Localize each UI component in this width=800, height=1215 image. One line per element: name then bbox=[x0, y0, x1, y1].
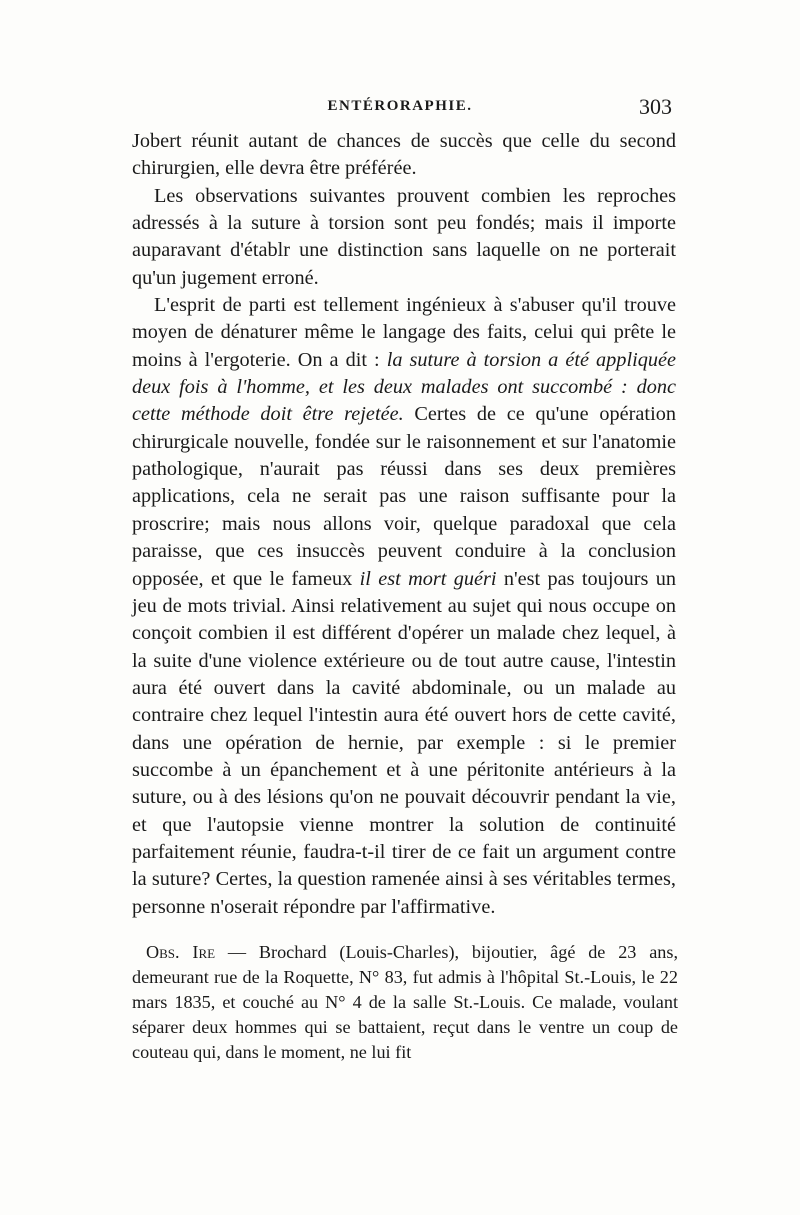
page-number: 303 bbox=[639, 94, 672, 119]
running-title: ENTÉRORAPHIE. bbox=[327, 98, 473, 114]
paragraph-3-text-b: Certes de ce qu'une opération chirurgicale nouvelle, fondée sur le raisonnement et sur l'anatomie pathologique, n'aurait pas réussi dans ses deux premières applications, cela ne serait pas une raison suffisante pour la proscrire; mais nous allons voir, quelque paradoxal que cela paraisse, que ces insuccès peuvent conduire à la conclusion opposée, et que le fameux bbox=[132, 403, 676, 590]
paragraph-1: Jobert réunit autant de chances de succès que celle du second chirurgien, elle devra être préférée. bbox=[132, 130, 676, 180]
running-head bbox=[128, 94, 672, 126]
quoted-claim: la suture à torsion a été appliquée deux fois à l'homme, et les deux malades ont succombé : donc cette méthode doit être rejetée. bbox=[132, 348, 676, 426]
observation-label: Obs. Ire bbox=[146, 942, 216, 962]
paragraph-3 bbox=[132, 292, 676, 921]
paragraph-3-text-a: L'esprit de parti est tellement ingénieux à s'abuser qu'il trouve moyen de dénaturer même le langage des faits, celui qui prête le moins à l'ergoterie. On a dit : bbox=[132, 294, 676, 371]
quoted-phrase: il est mort guéri bbox=[359, 567, 497, 590]
paragraph-3-text-c: n'est pas toujours un jeu de mots trivial. Ainsi relativement au sujet qui nous occupe on conçoit combien il est différent d'opérer un malade chez lequel, à la suite d'une violence extérieure ou de tout autre cause, l'intestin aura été ouvert dans la cavité abdominale, ou un malade au contraire chez lequel l'intestin aura été ouvert hors de cette cavité, dans une opération de hernie, par exemple : si le premier succombe à un épanchement et à une péritonite antérieurs à la suture, ou à des lésions qu'on ne pouvait découvrir pendant la vie, et que l'autopsie vienne montrer la solution de continuité parfaitement réunie, faudra-t-il tirer de ce fait un argument contre la suture? Certes, la question ramenée ainsi à ses véritables termes, personne n'oserait répondre par l'affirmative. bbox=[132, 567, 676, 918]
observation-text: — Brochard (Louis-Charles), bijoutier, âgé de 23 ans, demeurant rue de la Roquette, N° 83, fut admis à l'hôpital St.-Louis, le 22 mars 1835, et couché au N° 4 de la salle St.-Louis. Ce malade, voulant séparer deux hommes qui se battaient, reçut dans le ventre un coup de couteau qui, dans le moment, ne lui fit bbox=[132, 942, 678, 1062]
body-text bbox=[132, 128, 676, 921]
paragraph-2: Les observations suivantes prouvent combien les reproches adressés à la suture à torsion sont peu fondés; mais il importe auparavant d'établr une distinction sans laquelle on ne porterait qu'un jugement erroné. bbox=[132, 184, 676, 289]
observation-paragraph bbox=[132, 940, 678, 1065]
